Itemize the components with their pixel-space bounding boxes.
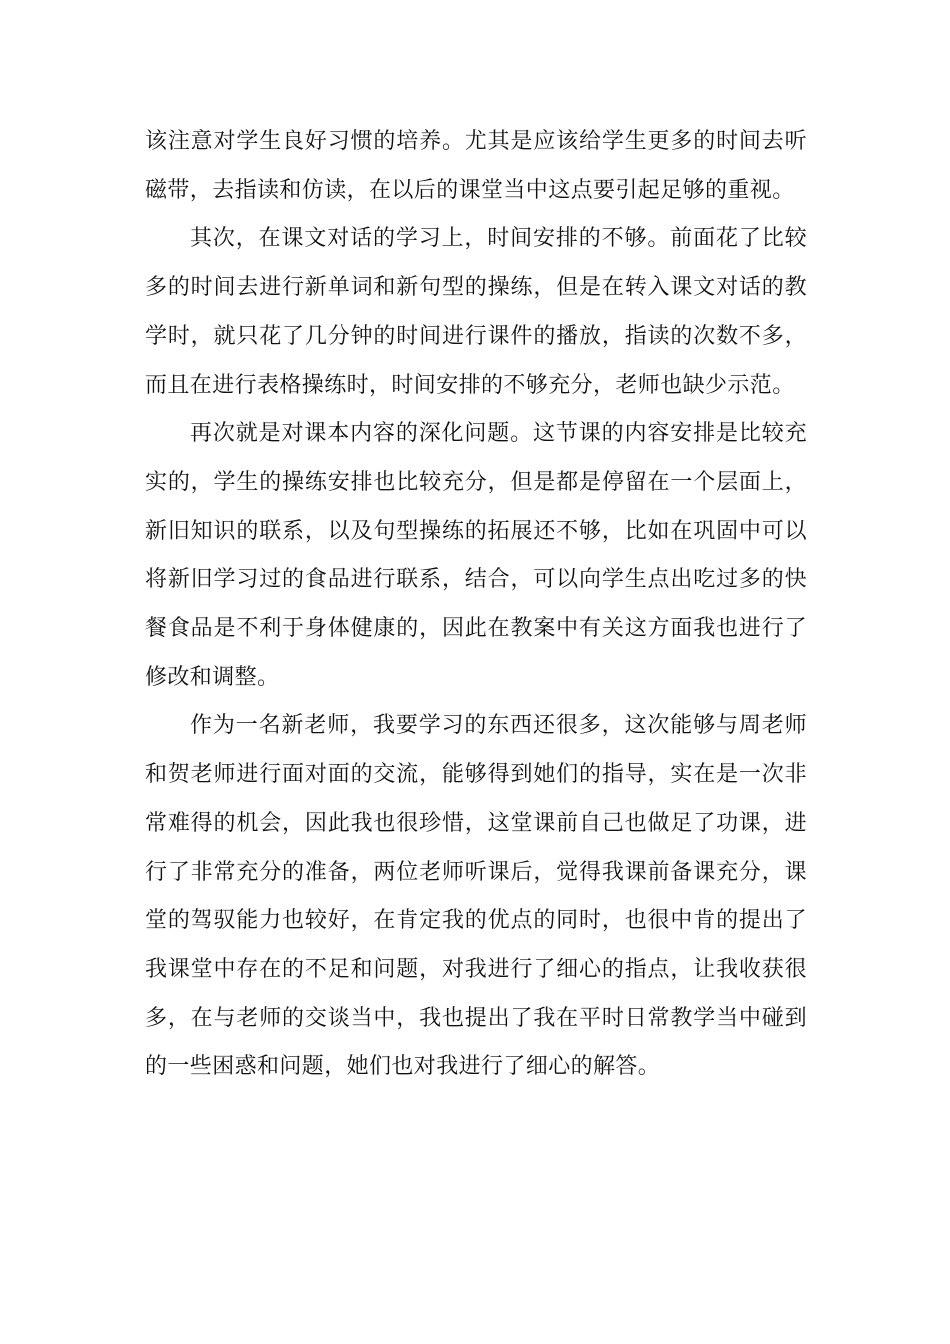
paragraph-3: 再次就是对课本内容的深化问题。这节课的内容安排是比较充实的，学生的操练安排也比较充分，但是都是停留在一个层面上，新旧知识的联系，以及句型操练的拓展还不够，比如在巩固中可以将新旧学习过的食品进行联系，结合，可以向学生点出吃过多的快餐食品是不利于身体健康的，因此在教案中有关这方面我也进行了修改和调整。	[145, 421, 807, 690]
paragraph-4: 作为一名新老师，我要学习的东西还很多，这次能够与周老师和贺老师进行面对面的交流，能够得到她们的指导，实在是一次非常难得的机会，因此我也很珍惜，这堂课前自己也做足了功课，进行了非常充分的准备，两位老师听课后，觉得我课前备课充分，课堂的驾驭能力也较好，在肯定我的优点的同时，也很中肯的提出了我课堂中存在的不足和问题，对我进行了细心的指点，让我收获很多，在与老师的交谈当中，我也提出了我在平时日常教学当中碰到的一些困惑和问题，她们也对我进行了细心的解答。	[145, 713, 807, 1080]
paragraph-1: 该注意对学生良好习惯的培养。尤其是应该给学生更多的时间去听磁带，去指读和仿读，在以后的课堂当中这点要引起足够的重视。	[145, 129, 807, 203]
document-body	[145, 118, 807, 1092]
paragraph-2: 其次，在课文对话的学习上，时间安排的不够。前面花了比较多的时间去进行新单词和新句型的操练，但是在转入课文对话的教学时，就只花了几分钟的时间进行课件的播放，指读的次数不多，而且在进行表格操练时，时间安排的不够充分，老师也缺少示范。	[145, 226, 807, 398]
